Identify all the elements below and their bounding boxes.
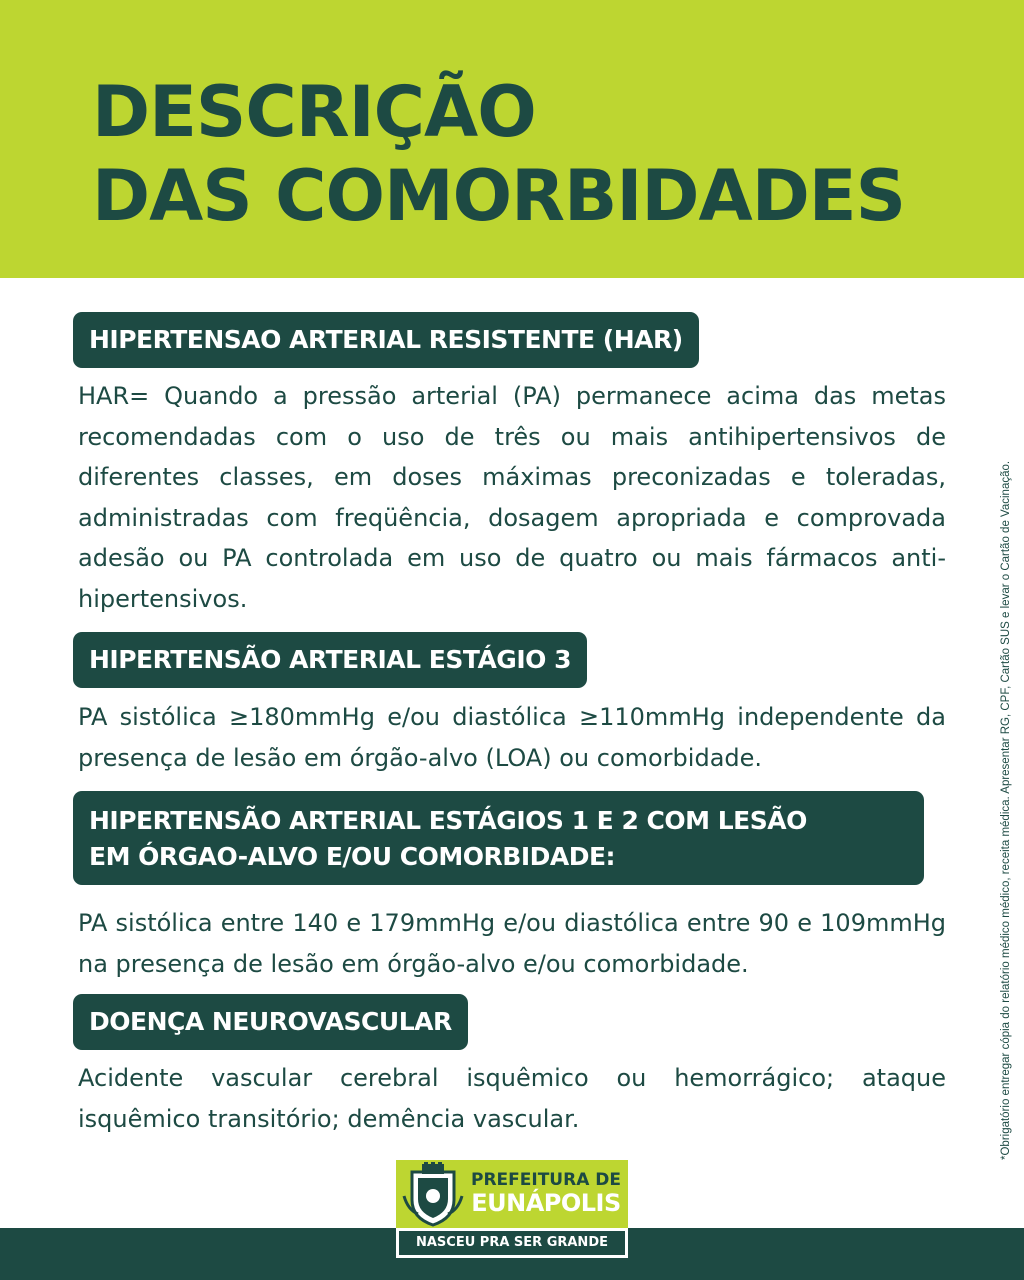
- section-label-text: HIPERTENSÃO ARTERIAL ESTÁGIO 3: [89, 645, 571, 674]
- section-text-har: HAR= Quando a pressão arterial (PA) permanece acima das metas recomendadas com o uso de três ou mais antihipertensivos de diferentes classes, em doses máximas preconizadas e toleradas, administradas com freqüência, dosagem apropriada e comprovada adesão ou PA controlada em uso de quatro ou mais fármacos anti-hipertensivos.: [78, 382, 946, 613]
- city-crest-icon: [402, 1162, 464, 1228]
- logo-text-eunapolis: EUNÁPOLIS: [471, 1189, 621, 1217]
- section-label-stage1-2: [73, 791, 924, 885]
- slogan-box: [396, 1228, 628, 1258]
- page-title: [92, 70, 905, 238]
- side-note: *Obrigatório entregar cópia do relatório médico médico, receita médica. Apresentar RG, CPF, Cartão SUS e levar o Cartão de Vacinação.: [1000, 460, 1012, 1160]
- page-title-line1: DESCRIÇÃO: [92, 71, 536, 153]
- section-text-neurovascular: Acidente vascular cerebral isquêmico ou hemorrágico; ataque isquêmico transitório; demência vascular.: [78, 1064, 946, 1133]
- logo-text-prefeitura: PREFEITURA DE: [470, 1170, 621, 1190]
- section-label-text: DOENÇA NEUROVASCULAR: [89, 1007, 452, 1036]
- section-label-text-line1: HIPERTENSÃO ARTERIAL ESTÁGIOS 1 E 2 COM LESÃO: [89, 806, 807, 835]
- section-text-stage1-2: PA sistólica entre 140 e 179mmHg e/ou diastólica entre 90 e 109mmHg na presença de lesão em órgão-alvo e/ou comorbidade.: [78, 909, 946, 978]
- section-label-har: [73, 312, 699, 368]
- section-label-stage3: [73, 632, 587, 688]
- section-label-neurovascular: [73, 994, 468, 1050]
- section-label-text-line2: EM ÓRGAO-ALVO E/OU COMORBIDADE:: [89, 842, 616, 871]
- slogan-text: NASCEU PRA SER GRANDE: [399, 1231, 625, 1255]
- page-title-line2: DAS COMORBIDADES: [92, 155, 906, 237]
- section-text-stage3: PA sistólica ≥180mmHg e/ou diastólica ≥110mmHg independente da presença de lesão em órgão-alvo (LOA) ou comorbidade.: [78, 703, 946, 772]
- section-label-text: HIPERTENSAO ARTERIAL RESISTENTE (HAR): [89, 325, 683, 354]
